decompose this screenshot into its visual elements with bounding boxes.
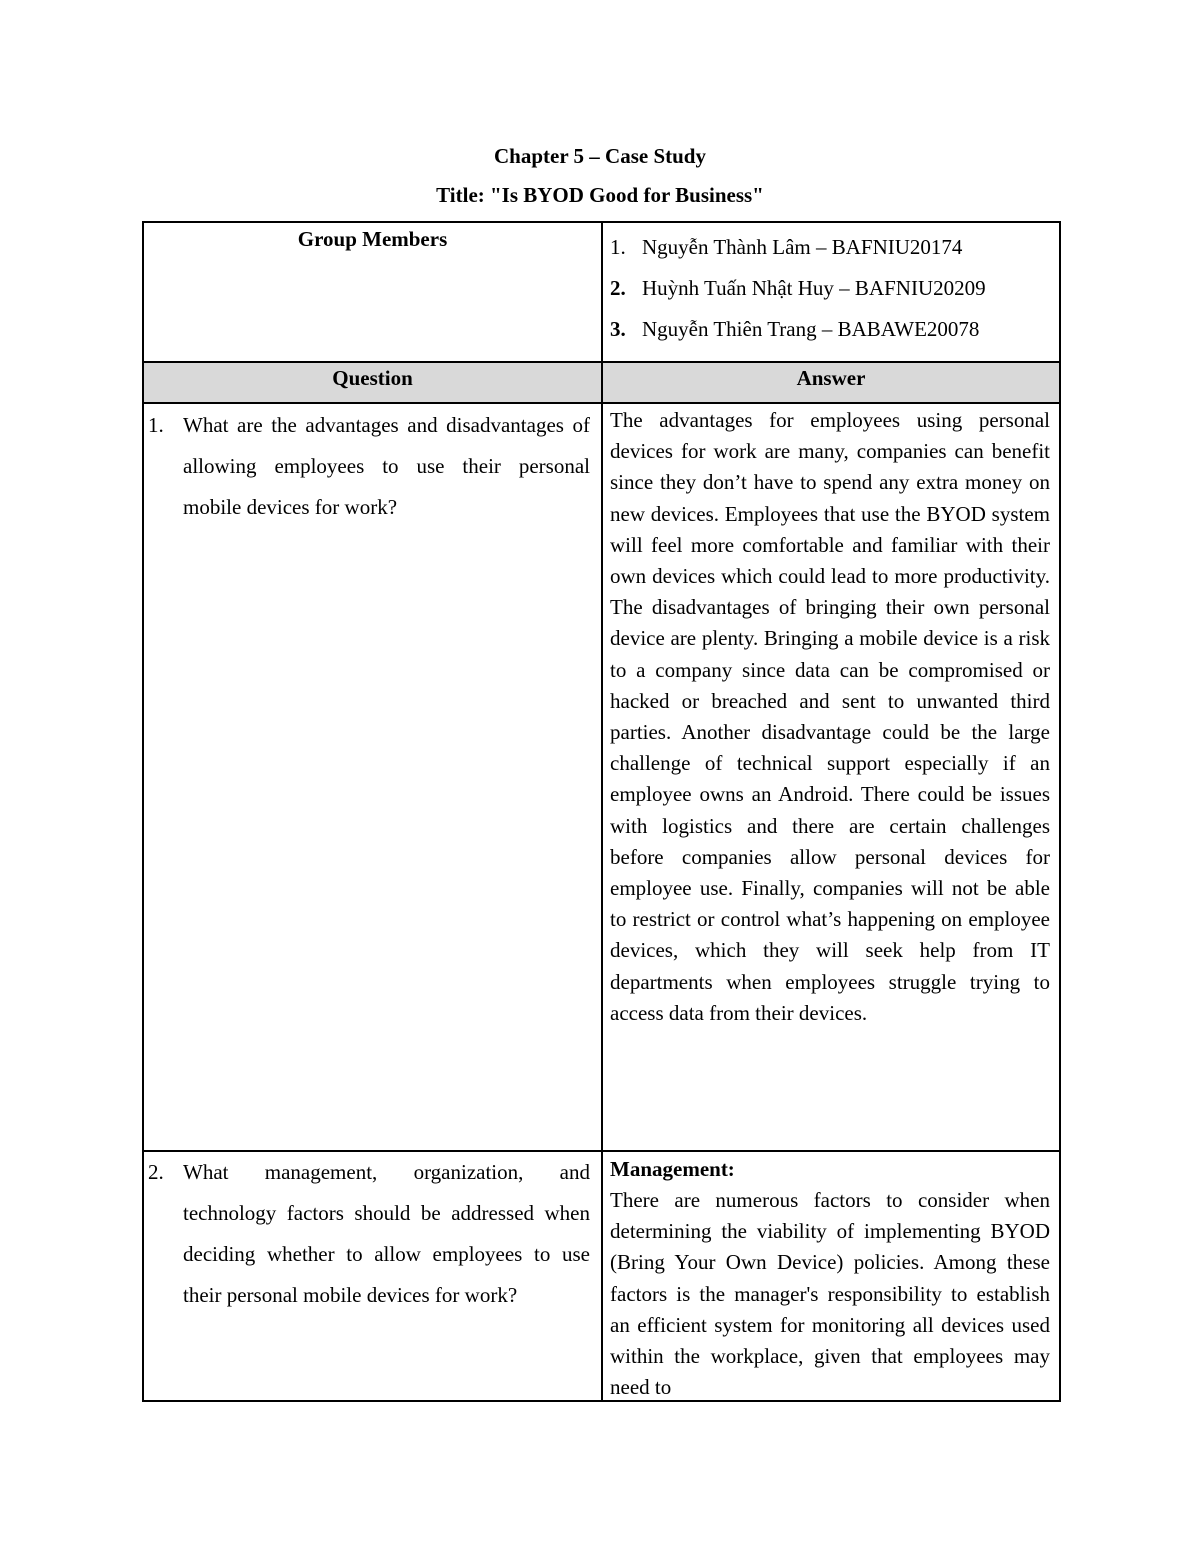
- member-number: 1.: [610, 235, 626, 259]
- member-number: 2.: [610, 276, 626, 300]
- table-row: [144, 1152, 1059, 1401]
- answer-text: The advantages for employees using personal devices for work are many, companies can benefit since they don’t have to spend any extra money on new devices. Employees that use the BYOD system will feel more comfortable and familiar with their own devices which could lead to more productivity. The disadvantages of bringing their own personal device are plenty. Bringing a mobile device is a risk to a company since data can be compromised or hacked or breached and sent to unwanted third parties. Another disadvantage could be the large challenge of technical support especially if an employee owns an Android. There could be issues with logistics and there are certain challenges before companies allow personal devices for employee use. Finally, companies will not be able to restrict or control what’s happening on employee devices, which they will seek help from IT departments when employees struggle trying to access data from their devices.: [610, 408, 1050, 1025]
- question-column-header: Question: [332, 366, 413, 390]
- answer-heading: Management:: [610, 1157, 735, 1181]
- document-title: Title: "Is BYOD Good for Business": [436, 183, 764, 207]
- list-item: [610, 309, 986, 350]
- member-number: 3.: [610, 317, 626, 341]
- list-item: [610, 227, 986, 268]
- question-cell: [148, 405, 590, 528]
- answer-column-header: Answer: [796, 366, 866, 390]
- member-name: Nguyễn Thành Lâm – BAFNIU20174: [642, 235, 963, 259]
- members-list: [610, 227, 986, 350]
- question-number: 1.: [148, 413, 164, 437]
- group-members-label: Group Members: [297, 227, 448, 251]
- answer-cell: [610, 1154, 1050, 1401]
- member-name: Huỳnh Tuấn Nhật Huy – BAFNIU20209: [642, 276, 986, 300]
- answer-text: There are numerous factors to consider when determining the viability of implementing BYOD (Bring Your Own Device) policies. Among these factors is the manager's responsibility to establish an efficient system for monitoring all devices used within the workplace, given that employees may need to: [610, 1188, 1050, 1400]
- case-study-table: [142, 221, 1061, 1402]
- list-item: [610, 268, 986, 309]
- question-text: What are the advantages and disadvantages of allowing employees to use their personal mobile devices for work?: [183, 413, 590, 519]
- question-text: What management, organization, and technology factors should be addressed when deciding whether to allow employees to use their personal mobile devices for work?: [183, 1160, 590, 1307]
- member-name: Nguyễn Thiên Trang – BABAWE20078: [642, 317, 980, 341]
- answer-cell: [610, 405, 1050, 1029]
- chapter-heading: Chapter 5 – Case Study: [494, 144, 706, 168]
- question-cell: [148, 1152, 590, 1316]
- question-number: 2.: [148, 1160, 164, 1184]
